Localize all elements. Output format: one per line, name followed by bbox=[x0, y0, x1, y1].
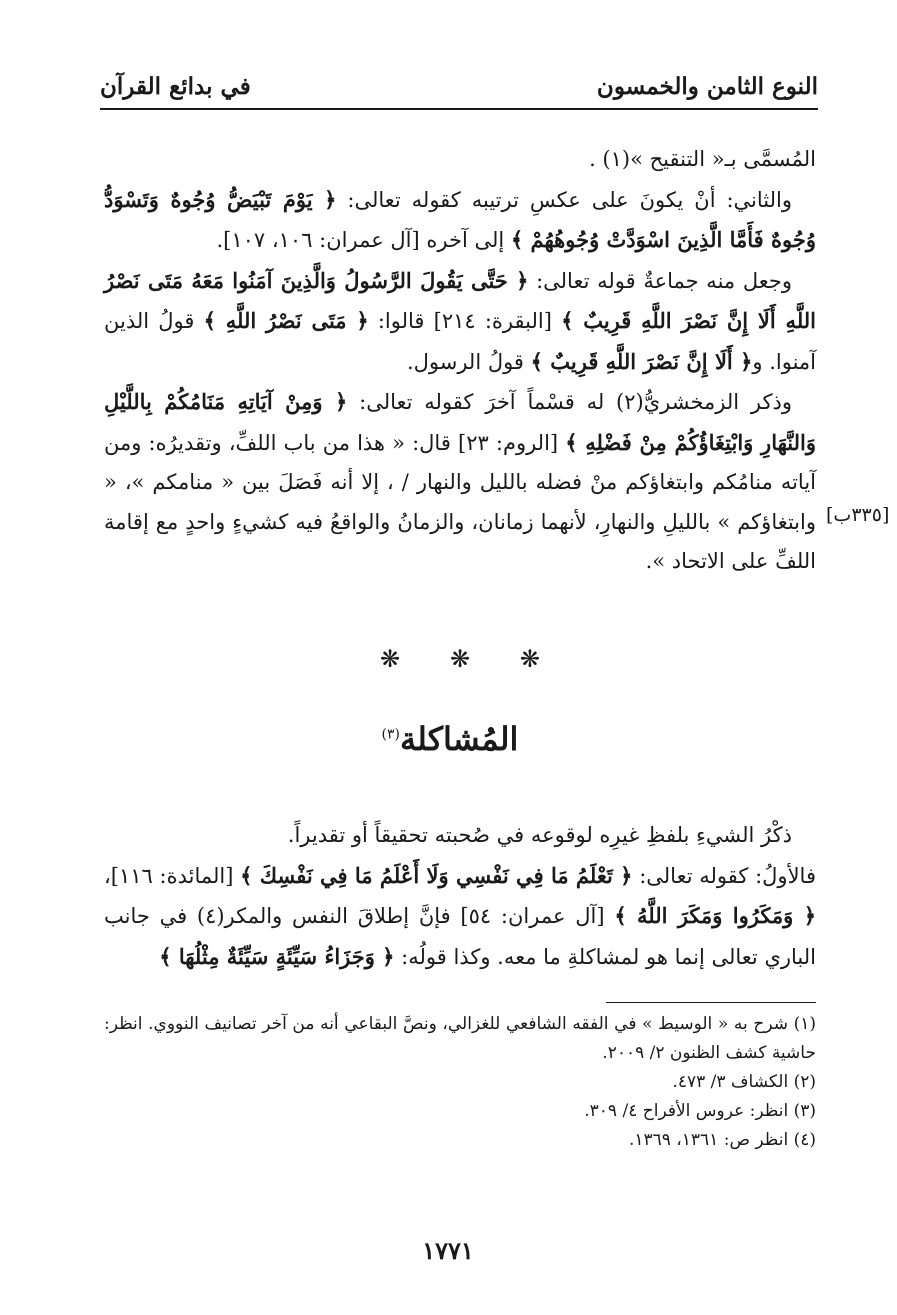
paragraph-text: [الروم: ٢٣] قال: « هذا من باب اللفِّ، وتقديرُه: ومن آياته منامُكم وابتغاؤكم منْ فضله بالليل والنهار / ، إلا أنه فَصَلَ بين « منامكم »، « وابتغاؤكم » بالليلِ والنهارِ، لأنهما زمانان، والزمانُ والواقعُ فيه كشيءٍ واحدٍ مع إقامة اللفِّ على الاتحاد ». bbox=[104, 430, 816, 573]
star-ornament: ❋ bbox=[519, 645, 540, 673]
paragraph-text: والثاني: أنْ يكونَ على عكسِ ترتيبه كقوله تعالى: bbox=[336, 187, 792, 212]
paragraph-text: ذكْرُ الشيءِ بلفظِ غيرِه لوقوعه في صُحبته تحقيقاً أو تقديراً. bbox=[287, 823, 792, 847]
section-text-block bbox=[104, 816, 816, 977]
paragraph-text: المُسمَّى بـ« التنقيح »(١) . bbox=[589, 147, 816, 171]
section-separator bbox=[380, 645, 540, 673]
book-title: في بدائع القرآن bbox=[100, 72, 251, 100]
footnote-rule bbox=[606, 1002, 816, 1003]
section-title-text: المُشاكلة bbox=[400, 720, 519, 758]
paragraph-text: فالأولُ: كقوله تعالى: bbox=[632, 863, 816, 888]
paragraph-3 bbox=[104, 261, 816, 383]
running-header bbox=[100, 66, 818, 106]
paragraph-5 bbox=[104, 816, 816, 856]
footnote-4: (٤) انظر ص: ١٣٦١، ١٣٦٩. bbox=[628, 1130, 816, 1150]
quran-verse: ﴿ مَتَى نَصْرُ اللَّهِ ﴾ bbox=[203, 308, 369, 333]
footnote-3: (٣) انظر: عروس الأفراح ٤/ ٣٠٩. bbox=[584, 1101, 816, 1121]
quran-verse: ﴿ أَلَا إِنَّ نَصْرَ اللَّهِ قَرِيبٌ ﴾ bbox=[530, 348, 753, 374]
paragraph-2 bbox=[104, 180, 816, 261]
section-heading bbox=[300, 720, 600, 758]
star-ornament: ❋ bbox=[380, 645, 401, 673]
paragraph-4 bbox=[104, 382, 816, 582]
header-rule bbox=[100, 108, 818, 110]
footnote-2: (٢) الكشاف ٣/ ٤٧٣. bbox=[672, 1072, 816, 1092]
paragraph-1 bbox=[104, 140, 816, 180]
paragraph-text: قولُ الذين آمنوا. و bbox=[104, 309, 816, 374]
main-text-block bbox=[104, 140, 816, 582]
paragraph-text: [المائدة: ١١٦]، bbox=[104, 863, 241, 888]
paragraph-text: إلى آخره [آل عمران: ١٠٦، ١٠٧]. bbox=[216, 228, 511, 252]
paragraph-text: [البقرة: ٢١٤] قالوا: bbox=[368, 309, 562, 333]
page-number: ١٧٧١ bbox=[422, 1236, 474, 1265]
quran-verse: ﴿ وَمَكَرُوا وَمَكَرَ اللَّهُ ﴾ bbox=[614, 903, 817, 928]
paragraph-text: وذكر الزمخشريُّ(٢) له قسْماً آخرَ كقوله تعالى: bbox=[347, 390, 792, 414]
paragraph-6 bbox=[104, 856, 816, 978]
quran-verse: ﴿ وَمِنْ آيَاتِهِ مَنَامُكُمْ بِاللَّيْلِ وَالنَّهَارِ وَابْتِغَاؤُكُمْ مِنْ فَضْلِهِ ﴾ bbox=[104, 389, 816, 455]
paragraph-text: [آل عمران: ٥٤] فإنَّ إطلاقَ النفس والمكر(٤) في جانب الباري تعالى إنما هو لمشاكلةِ ما معه. وكذا قولُه: bbox=[104, 904, 816, 969]
quran-verse: ﴿ يَوْمَ تَبْيَضُّ وُجُوهٌ وَتَسْوَدُّ وُجُوهٌ فَأَمَّا الَّذِينَ اسْوَدَّتْ وُجُوهُهُمْ ﴾ bbox=[104, 186, 816, 252]
footnotes bbox=[104, 1010, 816, 1155]
paragraph-text: قولُ الرسول. bbox=[406, 349, 531, 374]
star-ornament: ❋ bbox=[449, 645, 471, 673]
margin-folio-reference: [٣٣٥ب] bbox=[826, 504, 890, 526]
quran-verse: ﴿ حَتَّى يَقُولَ الرَّسُولُ وَالَّذِينَ آمَنُوا مَعَهُ مَتَى نَصْرُ اللَّهِ أَلَا إِنَّ نَصْرَ اللَّهِ قَرِيبٌ ﴾ bbox=[104, 267, 816, 333]
section-footnote-mark: (٣) bbox=[381, 726, 401, 743]
quran-verse: ﴿ وَجَزَاءُ سَيِّئَةٍ سَيِّئَةٌ مِثْلُهَا ﴾ bbox=[159, 943, 395, 969]
paragraph-text: وجعل منه جماعةٌ قوله تعالى: bbox=[528, 268, 792, 293]
footnote-1: (١) شرح به « الوسيط » في الفقه الشافعي للغزالي، ونصَّ البقاعي أنه من آخر تصانيف النووي. انظر: حاشية كشف الظنون ٢/ ٢٠٠٩. bbox=[104, 1014, 816, 1063]
quran-verse: ﴿ تَعْلَمُ مَا فِي نَفْسِي وَلَا أَعْلَمُ مَا فِي نَفْسِكَ ﴾ bbox=[240, 862, 633, 888]
chapter-title: النوع الثامن والخمسون bbox=[596, 72, 818, 100]
